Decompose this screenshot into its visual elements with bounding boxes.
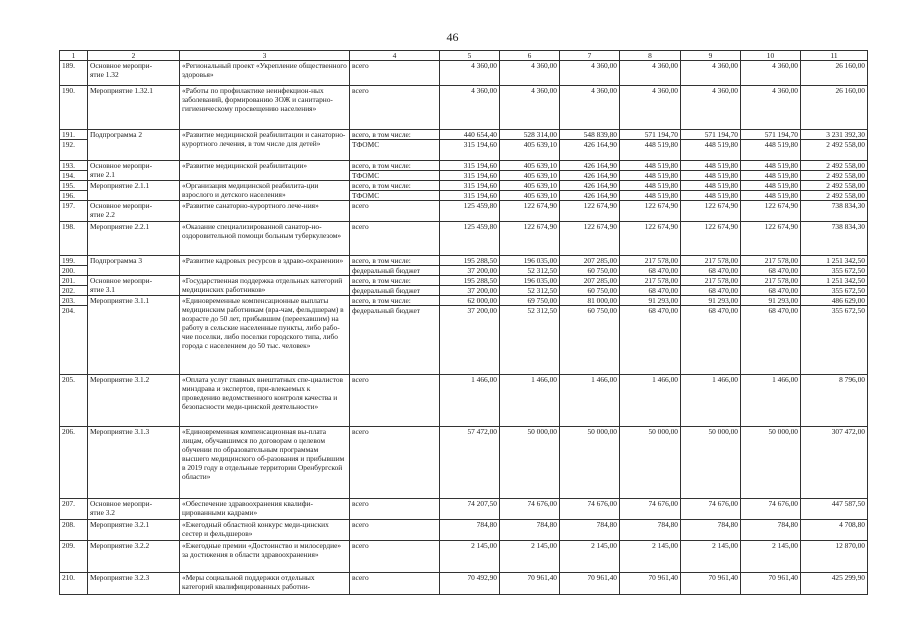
row-number: 191. <box>60 130 88 140</box>
value-total: 26 160,00 <box>801 61 868 86</box>
value-year-1: 70 492,90 <box>440 573 500 595</box>
value-year-6: 91 293,00 <box>741 296 801 306</box>
row-number: 193. <box>60 161 88 171</box>
value-year-5: 217 578,00 <box>681 256 741 266</box>
value-year-3: 60 750,00 <box>560 286 620 296</box>
value-total: 1 251 342,50 <box>801 256 868 266</box>
value-year-4: 571 194,70 <box>620 130 681 140</box>
value-year-3: 1 466,00 <box>560 375 620 427</box>
value-year-4: 74 676,00 <box>620 499 681 520</box>
column-header: 5 <box>440 51 500 61</box>
value-year-2: 528 314,00 <box>500 130 560 140</box>
row-number: 200. <box>60 266 88 276</box>
funding-source: всего, в том числе: <box>350 161 440 171</box>
value-year-5: 122 674,90 <box>681 201 741 222</box>
value-year-4: 448 519,80 <box>620 140 681 161</box>
program-description: «Развитие санаторно-курортного лече-ния» <box>180 201 350 222</box>
value-year-5: 122 674,90 <box>681 222 741 256</box>
value-year-3: 207 285,00 <box>560 276 620 286</box>
value-year-6: 448 519,80 <box>741 171 801 181</box>
funding-source: всего <box>350 86 440 130</box>
value-year-4: 217 578,00 <box>620 256 681 266</box>
program-name: Мероприятие 3.2.2 <box>88 541 180 573</box>
value-year-1: 2 145,00 <box>440 541 500 573</box>
value-year-2: 52 312,50 <box>500 306 560 375</box>
value-total: 4 708,80 <box>801 520 868 541</box>
funding-source: всего, в том числе: <box>350 181 440 191</box>
value-year-1: 195 288,50 <box>440 256 500 266</box>
row-number: 201. <box>60 276 88 286</box>
value-year-5: 50 000,00 <box>681 427 741 499</box>
row-number: 198. <box>60 222 88 256</box>
value-year-6: 4 360,00 <box>741 61 801 86</box>
value-total: 12 870,00 <box>801 541 868 573</box>
value-year-6: 448 519,80 <box>741 161 801 171</box>
value-year-2: 74 676,00 <box>500 499 560 520</box>
table-row <box>60 499 868 520</box>
table-row <box>60 181 868 191</box>
funding-source: ТФОМС <box>350 140 440 161</box>
value-year-3: 2 145,00 <box>560 541 620 573</box>
row-number: 202. <box>60 286 88 296</box>
value-year-3: 122 674,90 <box>560 222 620 256</box>
value-year-6: 122 674,90 <box>741 222 801 256</box>
funding-source: ТФОМС <box>350 191 440 201</box>
value-year-5: 4 360,00 <box>681 86 741 130</box>
value-year-4: 122 674,90 <box>620 201 681 222</box>
column-header: 1 <box>60 51 88 61</box>
value-year-2: 196 035,00 <box>500 276 560 286</box>
value-year-3: 74 676,00 <box>560 499 620 520</box>
value-year-6: 571 194,70 <box>741 130 801 140</box>
value-year-2: 4 360,00 <box>500 61 560 86</box>
funding-source: всего, в том числе: <box>350 130 440 140</box>
table-row <box>60 573 868 595</box>
value-year-2: 405 639,10 <box>500 171 560 181</box>
value-total: 2 492 558,00 <box>801 181 868 191</box>
table-row <box>60 427 868 499</box>
value-year-1: 784,80 <box>440 520 500 541</box>
table-row <box>60 256 868 266</box>
funding-source: всего <box>350 375 440 427</box>
value-year-5: 70 961,40 <box>681 573 741 595</box>
value-year-1: 315 194,60 <box>440 181 500 191</box>
value-year-6: 4 360,00 <box>741 86 801 130</box>
value-year-6: 784,80 <box>741 520 801 541</box>
program-description: «Ежегодный областной конкурс меди-цинских сестер и фельдшеров» <box>180 520 350 541</box>
value-year-3: 426 164,90 <box>560 140 620 161</box>
value-total: 447 587,50 <box>801 499 868 520</box>
value-total: 738 834,30 <box>801 222 868 256</box>
program-description: «Оплата услуг главных внештатных спе-циалистов минздрава и экспертов, при-влекаемых к проведению ведомственного контроля качества и безопасности меди-цинской деятельности» <box>180 375 350 427</box>
funding-source: всего <box>350 541 440 573</box>
program-description: «Оказание специализированной санатор-но-оздоровительной помощи больным туберкулезом» <box>180 222 350 256</box>
row-number: 210. <box>60 573 88 595</box>
value-year-1: 57 472,00 <box>440 427 500 499</box>
row-number: 199. <box>60 256 88 266</box>
row-number: 209. <box>60 541 88 573</box>
value-year-3: 4 360,00 <box>560 86 620 130</box>
value-year-5: 448 519,80 <box>681 191 741 201</box>
value-year-4: 448 519,80 <box>620 191 681 201</box>
value-year-6: 122 674,90 <box>741 201 801 222</box>
funding-source: всего, в том числе: <box>350 296 440 306</box>
value-total: 738 834,30 <box>801 201 868 222</box>
value-year-3: 60 750,00 <box>560 266 620 276</box>
value-total: 2 492 558,00 <box>801 140 868 161</box>
table-row <box>60 296 868 306</box>
value-total: 8 796,00 <box>801 375 868 427</box>
column-header: 8 <box>620 51 681 61</box>
value-year-5: 68 470,00 <box>681 286 741 296</box>
value-year-1: 125 459,80 <box>440 222 500 256</box>
program-name: Основное меропри- ятие 2.2 <box>88 201 180 222</box>
value-year-5: 74 676,00 <box>681 499 741 520</box>
funding-source: всего <box>350 222 440 256</box>
column-header: 10 <box>741 51 801 61</box>
value-year-4: 70 961,40 <box>620 573 681 595</box>
row-number: 196. <box>60 191 88 201</box>
budget-table <box>59 50 868 595</box>
value-year-2: 122 674,90 <box>500 201 560 222</box>
funding-source: всего <box>350 427 440 499</box>
table-row <box>60 130 868 140</box>
value-year-4: 784,80 <box>620 520 681 541</box>
funding-source: всего <box>350 499 440 520</box>
value-year-2: 405 639,10 <box>500 161 560 171</box>
program-description: «Развитие кадровых ресурсов в здраво-охранении» <box>180 256 350 276</box>
value-year-4: 448 519,80 <box>620 171 681 181</box>
row-number: 192. <box>60 140 88 161</box>
value-year-6: 70 961,40 <box>741 573 801 595</box>
value-total: 486 629,00 <box>801 296 868 306</box>
value-year-4: 68 470,00 <box>620 306 681 375</box>
row-number: 208. <box>60 520 88 541</box>
column-header: 3 <box>180 51 350 61</box>
value-year-2: 70 961,40 <box>500 573 560 595</box>
table-row <box>60 86 868 130</box>
value-year-2: 405 639,10 <box>500 181 560 191</box>
program-name: Мероприятие 3.1.2 <box>88 375 180 427</box>
value-year-1: 74 207,50 <box>440 499 500 520</box>
column-header: 7 <box>560 51 620 61</box>
column-header: 11 <box>801 51 868 61</box>
value-year-6: 217 578,00 <box>741 256 801 266</box>
value-year-2: 1 466,00 <box>500 375 560 427</box>
funding-source: всего, в том числе: <box>350 276 440 286</box>
program-description: «Государственная поддержка отдельных категорий медицинских работников» <box>180 276 350 296</box>
value-year-2: 405 639,10 <box>500 140 560 161</box>
value-year-3: 548 839,80 <box>560 130 620 140</box>
value-year-3: 426 164,90 <box>560 171 620 181</box>
funding-source: всего <box>350 61 440 86</box>
funding-source: федеральный бюджет <box>350 286 440 296</box>
table-row <box>60 201 868 222</box>
value-year-3: 4 360,00 <box>560 61 620 86</box>
program-description: «Развитие медицинской реабилитации» <box>180 161 350 181</box>
value-total: 307 472,00 <box>801 427 868 499</box>
value-year-3: 50 000,00 <box>560 427 620 499</box>
value-total: 26 160,00 <box>801 86 868 130</box>
value-year-3: 784,80 <box>560 520 620 541</box>
value-year-2: 122 674,90 <box>500 222 560 256</box>
value-year-6: 74 676,00 <box>741 499 801 520</box>
value-year-2: 405 639,10 <box>500 191 560 201</box>
value-year-4: 448 519,80 <box>620 161 681 171</box>
value-year-6: 448 519,80 <box>741 191 801 201</box>
value-year-6: 2 145,00 <box>741 541 801 573</box>
value-year-1: 125 459,80 <box>440 201 500 222</box>
value-year-1: 315 194,60 <box>440 191 500 201</box>
funding-source: ТФОМС <box>350 171 440 181</box>
value-year-4: 2 145,00 <box>620 541 681 573</box>
table-row <box>60 61 868 86</box>
program-name: Основное меропри- ятие 3.2 <box>88 499 180 520</box>
value-year-1: 1 466,00 <box>440 375 500 427</box>
column-header: 2 <box>88 51 180 61</box>
funding-source: федеральный бюджет <box>350 266 440 276</box>
value-total: 2 492 558,00 <box>801 161 868 171</box>
value-year-5: 1 466,00 <box>681 375 741 427</box>
program-description: «Меры социальной поддержки отдельных категорий квалифицированных работни- <box>180 573 350 595</box>
program-description: «Единовременные компенсационные выплаты медицинским работникам (вра-чам, фельдшерам) в возрасте до 50 лет, прибывшим (переехавшим) на работу в сельские населенные пункты, либо рабо-чие поселки, либо поселки городского типа, либо города с населением до 50 тыс. человек» <box>180 296 350 375</box>
value-year-4: 4 360,00 <box>620 61 681 86</box>
table-row <box>60 161 868 171</box>
value-year-5: 68 470,00 <box>681 266 741 276</box>
value-year-3: 426 164,90 <box>560 161 620 171</box>
table-row <box>60 375 868 427</box>
value-year-6: 448 519,80 <box>741 140 801 161</box>
program-name: Мероприятие 3.2.1 <box>88 520 180 541</box>
value-year-3: 81 000,00 <box>560 296 620 306</box>
funding-source: всего, в том числе: <box>350 256 440 266</box>
program-name: Основное меропри- ятие 2.1 <box>88 161 180 181</box>
value-year-4: 4 360,00 <box>620 86 681 130</box>
value-year-4: 91 293,00 <box>620 296 681 306</box>
value-year-6: 68 470,00 <box>741 286 801 296</box>
program-name: Основное меропри- ятие 3.1 <box>88 276 180 296</box>
value-total: 425 299,90 <box>801 573 868 595</box>
value-year-4: 68 470,00 <box>620 266 681 276</box>
funding-source: всего <box>350 201 440 222</box>
value-year-5: 448 519,80 <box>681 171 741 181</box>
column-header: 6 <box>500 51 560 61</box>
row-number: 194. <box>60 171 88 181</box>
program-name: Мероприятие 2.1.1 <box>88 181 180 201</box>
value-year-2: 4 360,00 <box>500 86 560 130</box>
value-total: 3 231 392,30 <box>801 130 868 140</box>
value-year-1: 315 194,60 <box>440 161 500 171</box>
funding-source: всего <box>350 520 440 541</box>
table-row <box>60 520 868 541</box>
value-year-1: 440 654,40 <box>440 130 500 140</box>
value-year-1: 4 360,00 <box>440 61 500 86</box>
value-year-1: 62 000,00 <box>440 296 500 306</box>
value-year-2: 69 750,00 <box>500 296 560 306</box>
value-year-6: 1 466,00 <box>741 375 801 427</box>
value-year-1: 315 194,60 <box>440 140 500 161</box>
value-total: 355 672,50 <box>801 286 868 296</box>
program-description: «Обеспечение здравоохранения квалифи-цированными кадрами» <box>180 499 350 520</box>
value-year-4: 50 000,00 <box>620 427 681 499</box>
program-description: «Единовременная компенсационная вы-плата лицам, обучавшимся по договорам о целевом обучении по образовательным программам высшего медицинского об-разования и прибывшим в 2019 году в отдельные территории Оренбургской области» <box>180 427 350 499</box>
value-year-5: 784,80 <box>681 520 741 541</box>
row-number: 207. <box>60 499 88 520</box>
page-number: 46 <box>446 30 459 44</box>
value-year-4: 122 674,90 <box>620 222 681 256</box>
row-number: 205. <box>60 375 88 427</box>
program-description: «Работы по профилактике неинфекцион-ных заболеваний, формированию ЗОЖ и санитарно-гигиеническому просвещению населения» <box>180 86 350 130</box>
funding-source: всего <box>350 573 440 595</box>
row-number: 189. <box>60 61 88 86</box>
program-name: Подпрограмма 2 <box>88 130 180 161</box>
value-year-1: 315 194,60 <box>440 171 500 181</box>
program-description: «Региональный проект «Укрепление общественного здоровья» <box>180 61 350 86</box>
value-year-6: 68 470,00 <box>741 266 801 276</box>
value-year-6: 50 000,00 <box>741 427 801 499</box>
value-total: 355 672,50 <box>801 306 868 375</box>
value-total: 355 672,50 <box>801 266 868 276</box>
value-year-5: 68 470,00 <box>681 306 741 375</box>
value-year-3: 60 750,00 <box>560 306 620 375</box>
row-number: 190. <box>60 86 88 130</box>
value-year-3: 426 164,90 <box>560 191 620 201</box>
value-year-2: 52 312,50 <box>500 286 560 296</box>
table-header-row <box>60 51 868 61</box>
program-name: Основное меропри- ятие 1.32 <box>88 61 180 86</box>
value-year-1: 195 288,50 <box>440 276 500 286</box>
row-number: 197. <box>60 201 88 222</box>
value-year-2: 196 035,00 <box>500 256 560 266</box>
value-year-5: 4 360,00 <box>681 61 741 86</box>
program-name: Мероприятие 3.1.3 <box>88 427 180 499</box>
program-name: Мероприятие 3.1.1 <box>88 296 180 375</box>
value-year-3: 207 285,00 <box>560 256 620 266</box>
table-row <box>60 541 868 573</box>
program-name: Мероприятие 3.2.3 <box>88 573 180 595</box>
value-year-6: 448 519,80 <box>741 181 801 191</box>
value-year-4: 448 519,80 <box>620 181 681 191</box>
table-row <box>60 222 868 256</box>
program-name: Мероприятие 1.32.1 <box>88 86 180 130</box>
value-year-1: 37 200,00 <box>440 306 500 375</box>
value-year-1: 4 360,00 <box>440 86 500 130</box>
value-year-5: 2 145,00 <box>681 541 741 573</box>
value-year-2: 50 000,00 <box>500 427 560 499</box>
value-year-4: 217 578,00 <box>620 276 681 286</box>
column-header: 4 <box>350 51 440 61</box>
row-number: 195. <box>60 181 88 191</box>
value-year-6: 217 578,00 <box>741 276 801 286</box>
row-number: 206. <box>60 427 88 499</box>
table-row <box>60 276 868 286</box>
value-year-4: 68 470,00 <box>620 286 681 296</box>
value-year-1: 37 200,00 <box>440 286 500 296</box>
value-total: 2 492 558,00 <box>801 171 868 181</box>
funding-source: федеральный бюджет <box>350 306 440 375</box>
value-year-5: 448 519,80 <box>681 140 741 161</box>
value-year-3: 122 674,90 <box>560 201 620 222</box>
program-description: «Ежегодные премии «Достоинство и милосердие» за достижения в области здравоохранения» <box>180 541 350 573</box>
value-year-4: 1 466,00 <box>620 375 681 427</box>
value-total: 2 492 558,00 <box>801 191 868 201</box>
value-year-5: 91 293,00 <box>681 296 741 306</box>
row-number: 204. <box>60 306 88 375</box>
value-year-2: 52 312,50 <box>500 266 560 276</box>
value-year-5: 448 519,80 <box>681 181 741 191</box>
value-year-5: 448 519,80 <box>681 161 741 171</box>
value-year-3: 70 961,40 <box>560 573 620 595</box>
value-total: 1 251 342,50 <box>801 276 868 286</box>
value-year-3: 426 164,90 <box>560 181 620 191</box>
value-year-2: 784,80 <box>500 520 560 541</box>
value-year-5: 571 194,70 <box>681 130 741 140</box>
program-description: «Организация медицинской реабилита-ции взрослого и детского населения» <box>180 181 350 201</box>
row-number: 203. <box>60 296 88 306</box>
value-year-1: 37 200,00 <box>440 266 500 276</box>
column-header: 9 <box>681 51 741 61</box>
program-name: Подпрограмма 3 <box>88 256 180 276</box>
value-year-5: 217 578,00 <box>681 276 741 286</box>
value-year-2: 2 145,00 <box>500 541 560 573</box>
program-name: Мероприятие 2.2.1 <box>88 222 180 256</box>
program-description: «Развитие медицинской реабилитации и санаторно-курортного лечения, в том числе для детей» <box>180 130 350 161</box>
value-year-6: 68 470,00 <box>741 306 801 375</box>
